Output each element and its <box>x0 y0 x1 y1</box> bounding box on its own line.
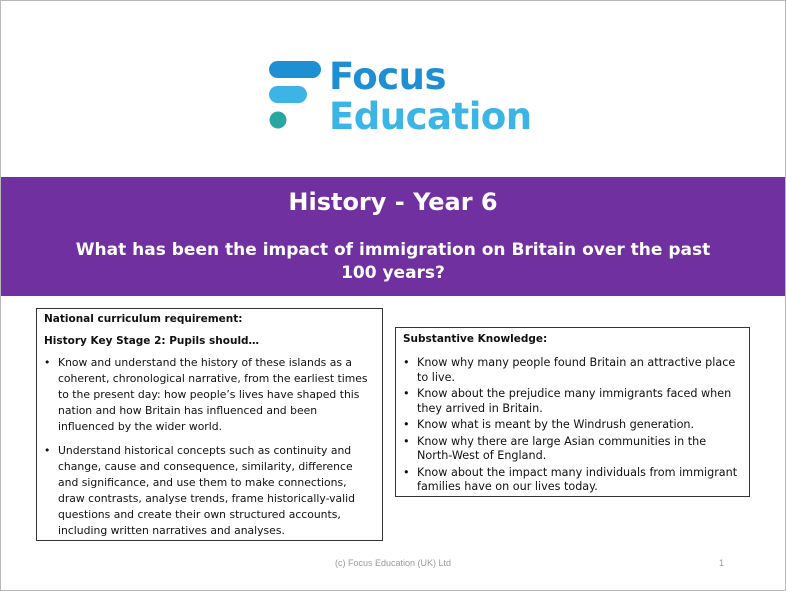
curriculum-subheading: History Key Stage 2: Pupils should… <box>44 335 260 347</box>
title-banner <box>1 177 785 296</box>
knowledge-box <box>395 327 750 497</box>
list-item-text: Understand historical concepts such as continuity and change, cause and consequence, similarity, difference and significance, and use them to make connections, draw contrasts, analyse trends, frame historically-valid questions and create their own structured accounts, including written narratives and analyses. <box>58 444 356 537</box>
bullet-icon: • <box>403 418 410 431</box>
page-title: History - Year 6 <box>288 188 498 216</box>
bullet-icon: • <box>403 387 410 400</box>
list-item <box>44 355 374 435</box>
bullet-icon: • <box>403 356 410 369</box>
knowledge-list <box>403 356 743 497</box>
list-item-text: Know what is meant by the Windrush generation. <box>417 418 695 431</box>
list-item-text: Know and understand the history of these islands as a coherent, chronological narrative, from the earliest times to the present day: how people’s lives have shaped this nation and how Britain has influenced and been influenced by the wider world. <box>58 356 368 433</box>
logo-mark-icon <box>267 59 323 135</box>
list-item <box>403 418 743 433</box>
bullet-icon: • <box>403 465 410 479</box>
bullet-icon: • <box>403 434 410 448</box>
bullet-icon: • <box>44 356 51 369</box>
list-item-text: Know why many people found Britain an attractive place to live. <box>417 356 736 384</box>
knowledge-heading: Substantive Knowledge: <box>403 333 548 345</box>
list-item-text: Know about the prejudice many immigrants faced when they arrived in Britain. <box>417 387 732 415</box>
logo-text-focus: Focus <box>329 55 446 98</box>
curriculum-box <box>36 308 383 541</box>
logo-text-education: Education <box>329 95 532 138</box>
list-item <box>403 466 743 495</box>
curriculum-list <box>44 355 374 547</box>
list-item <box>44 443 374 539</box>
copyright-footer: (c) Focus Education (UK) Ltd <box>334 558 452 568</box>
curriculum-heading: National curriculum requirement: <box>44 313 243 325</box>
logo-wordmark <box>329 57 532 137</box>
page-number: 1 <box>719 558 725 568</box>
list-item-text: Know about the impact many individuals from immigrant families have on our lives today. <box>417 465 738 493</box>
page-subtitle: What has been the impact of immigration on Britain over the past 100 years? <box>75 240 711 283</box>
list-item <box>403 387 743 416</box>
list-item-text: Know why there are large Asian communities in the North-West of England. <box>417 434 707 462</box>
list-item <box>403 356 743 385</box>
bullet-icon: • <box>44 444 51 457</box>
focus-education-logo <box>267 55 532 139</box>
list-item <box>403 435 743 464</box>
